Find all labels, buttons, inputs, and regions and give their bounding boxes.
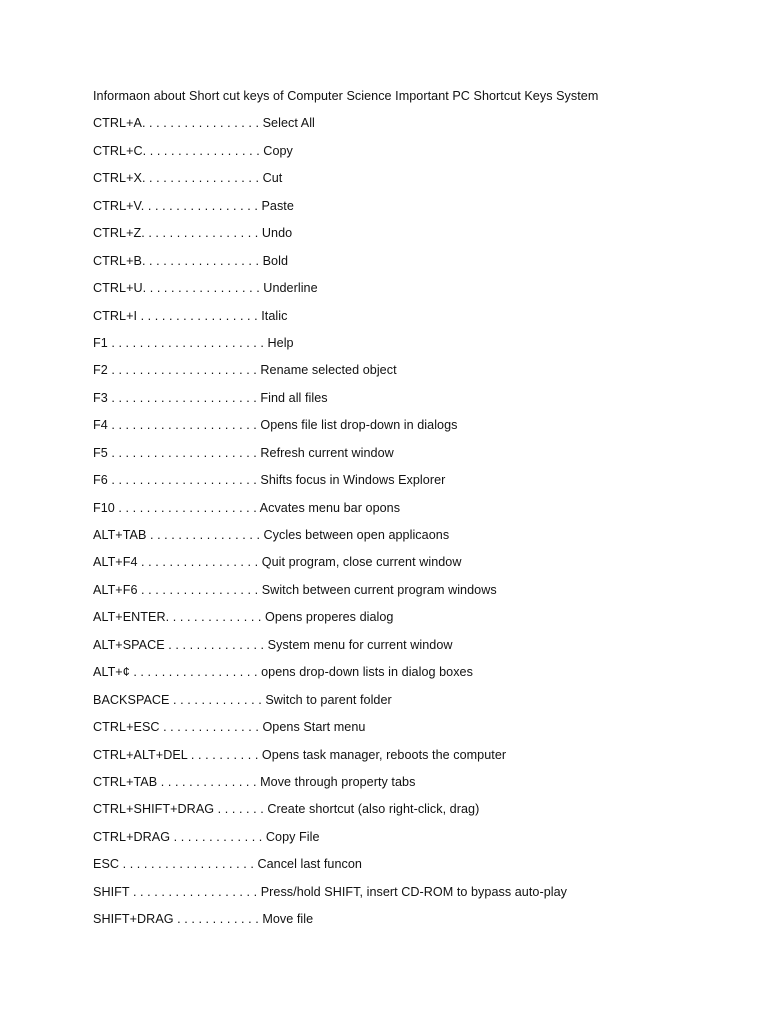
shortcut-line-alt-f6: ALT+F6 . . . . . . . . . . . . . . . . . Switch between current program windows (93, 582, 497, 597)
shortcut-line-f3: F3 . . . . . . . . . . . . . . . . . . . . . Find all files (93, 390, 328, 405)
shortcut-line-f10: F10 . . . . . . . . . . . . . . . . . . . . Acvates menu bar opons (93, 500, 401, 515)
shortcut-line-f1: F1 . . . . . . . . . . . . . . . . . . . . . . Help (93, 335, 294, 350)
document-heading: Informaon about Short cut keys of Computer Science Important PC Shortcut Keys System (93, 89, 599, 103)
shortcut-line-f2: F2 . . . . . . . . . . . . . . . . . . . . . Rename selected object (93, 363, 397, 378)
shortcut-line-ctrl-i: CTRL+I . . . . . . . . . . . . . . . . . Italic (93, 308, 288, 323)
shortcut-line-f5: F5 . . . . . . . . . . . . . . . . . . . . . Refresh current window (93, 445, 394, 460)
shortcut-line-shift: SHIFT . . . . . . . . . . . . . . . . . . Press/hold SHIFT, insert CD-ROM to bypass auto-play (93, 884, 568, 899)
shortcut-line-f6: F6 . . . . . . . . . . . . . . . . . . . . . Shifts focus in Windows Explorer (93, 473, 446, 488)
shortcut-line-ctrl-c: CTRL+C. . . . . . . . . . . . . . . . . Copy (93, 143, 293, 158)
shortcut-line-shift-drag: SHIFT+DRAG . . . . . . . . . . . . Move file (93, 912, 314, 927)
shortcut-line-ctrl-esc: CTRL+ESC . . . . . . . . . . . . . . Opens Start menu (93, 720, 366, 735)
shortcut-line-ctrl-tab: CTRL+TAB . . . . . . . . . . . . . . Move through property tabs (93, 774, 416, 789)
shortcut-line-alt-tab: ALT+TAB . . . . . . . . . . . . . . . . Cycles between open applicaons (93, 528, 450, 542)
shortcut-line-ctrl-drag: CTRL+DRAG . . . . . . . . . . . . . Copy File (93, 829, 320, 844)
shortcut-line-f4: F4 . . . . . . . . . . . . . . . . . . . . . Opens file list drop-down in dialogs (93, 418, 458, 433)
shortcut-line-alt-f4: ALT+F4 . . . . . . . . . . . . . . . . . Quit program, close current window (93, 555, 462, 570)
shortcut-line-ctrl-v: CTRL+V. . . . . . . . . . . . . . . . . Paste (93, 198, 294, 213)
shortcut-line-ctrl-b: CTRL+B. . . . . . . . . . . . . . . . . Bold (93, 253, 289, 268)
shortcut-line-alt-cent: ALT+¢ . . . . . . . . . . . . . . . . . . opens drop-down lists in dialog boxes (93, 665, 473, 680)
document-content (93, 86, 743, 937)
shortcut-line-ctrl-x: CTRL+X. . . . . . . . . . . . . . . . . Cut (93, 171, 283, 186)
shortcut-line-alt-space: ALT+SPACE . . . . . . . . . . . . . . System menu for current window (93, 637, 453, 652)
shortcut-line-ctrl-alt-del: CTRL+ALT+DEL . . . . . . . . . . Opens task manager, reboots the computer (93, 747, 507, 762)
shortcut-line-ctrl-u: CTRL+U. . . . . . . . . . . . . . . . . Underline (93, 281, 318, 296)
shortcut-list (93, 113, 743, 936)
shortcut-line-backspace: BACKSPACE . . . . . . . . . . . . . Switch to parent folder (93, 692, 392, 707)
shortcut-line-esc: ESC . . . . . . . . . . . . . . . . . . . Cancel last funcon (93, 857, 362, 872)
shortcut-line-alt-enter: ALT+ENTER. . . . . . . . . . . . . . Opens properes dialog (93, 610, 394, 625)
shortcut-line-ctrl-z: CTRL+Z. . . . . . . . . . . . . . . . . Undo (93, 226, 293, 241)
shortcut-line-ctrl-a: CTRL+A. . . . . . . . . . . . . . . . . Select All (93, 116, 315, 131)
shortcut-line-ctrl-shift-drag: CTRL+SHIFT+DRAG . . . . . . . Create shortcut (also right-click, drag) (93, 802, 480, 817)
